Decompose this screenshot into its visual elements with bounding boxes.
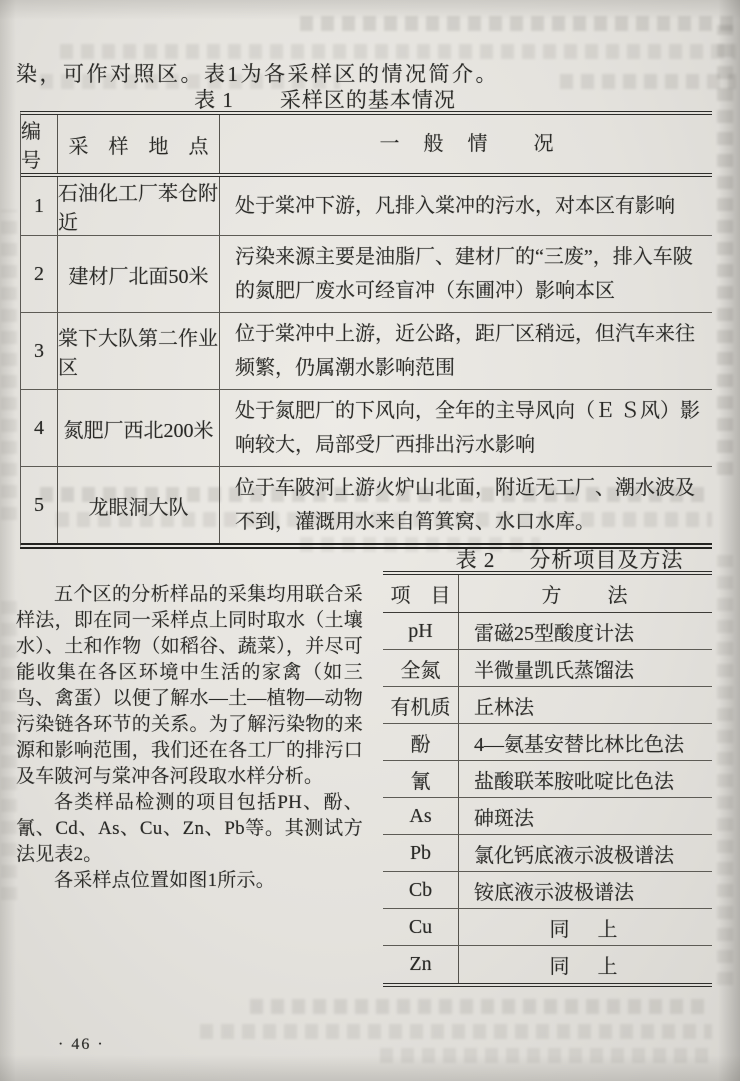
table1-header-location: 采 样 地 点 <box>58 115 220 173</box>
table2-row <box>383 798 712 835</box>
table2-cell-method: 同 上 <box>549 918 622 941</box>
paragraph-test-items: 各类样品检测的项目包括PH、酚、氰、Cd、As、Cu、Zn、Pb等。其测试方法见表2。 <box>16 792 363 865</box>
table2-cell-method: 氯化钙底液示波极谱法 <box>474 844 674 867</box>
table1-row <box>21 390 712 467</box>
table2-cell-item: Cu <box>383 909 459 945</box>
bleedthrough-texture <box>60 44 736 59</box>
table2-cell-item: 有机质 <box>383 687 459 723</box>
page-number: · 46 · <box>58 1036 105 1053</box>
paragraph-sampling-method: 五个区的分析样品的采集均用联合采样法，即在同一采样点上同时取水（土壤水）、土和作物（如稻谷、蔬菜），并尽可能收集在各区环境中生活的家禽（如三鸟、禽蛋）以便了解水—土—植物—动物污染链各环节的关系。为了解污染物的来源和影响范围，我们还在各工厂的排污口及车陂河与棠冲各河段取水样分析。 <box>16 584 363 787</box>
bleedthrough-texture <box>300 16 736 31</box>
table2-cell-item: Pb <box>383 835 459 871</box>
table1-cell-info: 位于棠冲中上游，近公路，距厂区稍远，但汽车来往频繁，仍属潮水影响范围 <box>235 323 695 379</box>
table2-cell-item: 氰 <box>383 761 459 797</box>
table1-header-id: 编号 <box>21 115 58 173</box>
table1-cell-location: 氮肥厂西北200米 <box>58 390 220 466</box>
table2-row <box>383 835 712 872</box>
table2-row <box>383 909 712 946</box>
table2-cell-method: 半微量凯氏蒸馏法 <box>474 659 634 682</box>
table2-header-row <box>383 575 712 613</box>
table2-cell-method: 砷斑法 <box>474 807 534 830</box>
table2-row <box>383 724 712 761</box>
bleedthrough-texture <box>717 25 733 475</box>
table2-row <box>383 613 712 650</box>
table1-header-row <box>21 115 712 177</box>
table1-cell-info: 污染来源主要是油脂厂、建材厂的“三废”，排入车陂的氮肥厂废水可经盲冲（东圃冲）影响本区 <box>235 246 693 302</box>
table1-row <box>21 177 712 236</box>
table2-analysis-methods <box>383 571 712 987</box>
table2-cell-item: Cb <box>383 872 459 908</box>
table2-cell-item: 全氮 <box>383 650 459 686</box>
table1-cell-id: 1 <box>21 177 58 235</box>
bleedthrough-texture <box>250 999 712 1014</box>
bleedthrough-texture <box>200 1024 712 1039</box>
table2-row <box>383 872 712 909</box>
table1-cell-location: 棠下大队第二作业区 <box>58 313 220 389</box>
table1-row <box>21 467 712 543</box>
table1-cell-id: 5 <box>21 467 58 543</box>
table1-caption <box>20 84 630 114</box>
paragraph-figure-ref: 各采样点位置如图1所示。 <box>54 870 275 891</box>
table1-sampling-areas <box>20 111 712 549</box>
table1-caption-text: 采样区的基本情况 <box>279 88 456 112</box>
table2-header-item: 项 目 <box>383 575 459 612</box>
table1-cell-id: 2 <box>21 236 58 312</box>
table2-row <box>383 946 712 983</box>
table2-row <box>383 687 712 724</box>
table2-cell-item: pH <box>383 613 459 649</box>
table2-cell-method: 丘林法 <box>474 696 534 719</box>
table1-row <box>21 236 712 313</box>
table1-cell-location: 石油化工厂苯仓附近 <box>58 177 220 235</box>
intro-paragraph: 染，可作对照区。表1为各采样区的情况简介。 <box>16 62 499 86</box>
table2-cell-item: 酚 <box>383 724 459 760</box>
table1-cell-location: 龙眼洞大队 <box>58 467 220 543</box>
table2-cell-item: As <box>383 798 459 834</box>
table1-cell-info: 处于氮肥厂的下风向，全年的主导风向（Ｅ Ｓ风）影响较大，局部受厂西排出污水影响 <box>235 400 700 456</box>
table1-cell-id: 4 <box>21 390 58 466</box>
table1-caption-label: 表 1 <box>194 88 234 112</box>
table2-cell-item: Zn <box>383 946 459 983</box>
table2-cell-method: 雷磁25型酸度计法 <box>474 622 634 645</box>
body-text-column <box>16 582 363 894</box>
table2-row <box>383 650 712 687</box>
table2-cell-method: 铵底液示波极谱法 <box>474 881 634 904</box>
bleedthrough-texture <box>380 1048 710 1063</box>
table2-caption <box>405 544 734 574</box>
table1-cell-info: 处于棠冲下游，凡排入棠冲的污水，对本区有影响 <box>235 195 675 217</box>
table1-header-info: 一 般 情 况 <box>379 133 556 155</box>
table1-row <box>21 313 712 390</box>
bleedthrough-texture <box>1 210 17 520</box>
table1-cell-location: 建材厂北面50米 <box>58 236 220 312</box>
table2-row <box>383 761 712 798</box>
table1-cell-info: 位于车陂河上游火炉山北面，附近无工厂、潮水波及不到，灌溉用水来自筲箕窝、水口水库。 <box>235 477 695 533</box>
bleedthrough-texture <box>1 600 17 900</box>
bleedthrough-texture <box>717 555 733 985</box>
table2-header-method: 方 法 <box>541 585 630 607</box>
table2-cell-method: 同 上 <box>549 956 622 978</box>
table1-cell-id: 3 <box>21 313 58 389</box>
table2-cell-method: 盐酸联苯胺吡啶比色法 <box>474 770 674 793</box>
table2-cell-method: 4—氨基安替比林比色法 <box>474 733 684 756</box>
table2-caption-label: 表 2 <box>455 548 496 572</box>
table2-caption-text: 分析项目及方法 <box>529 548 684 572</box>
